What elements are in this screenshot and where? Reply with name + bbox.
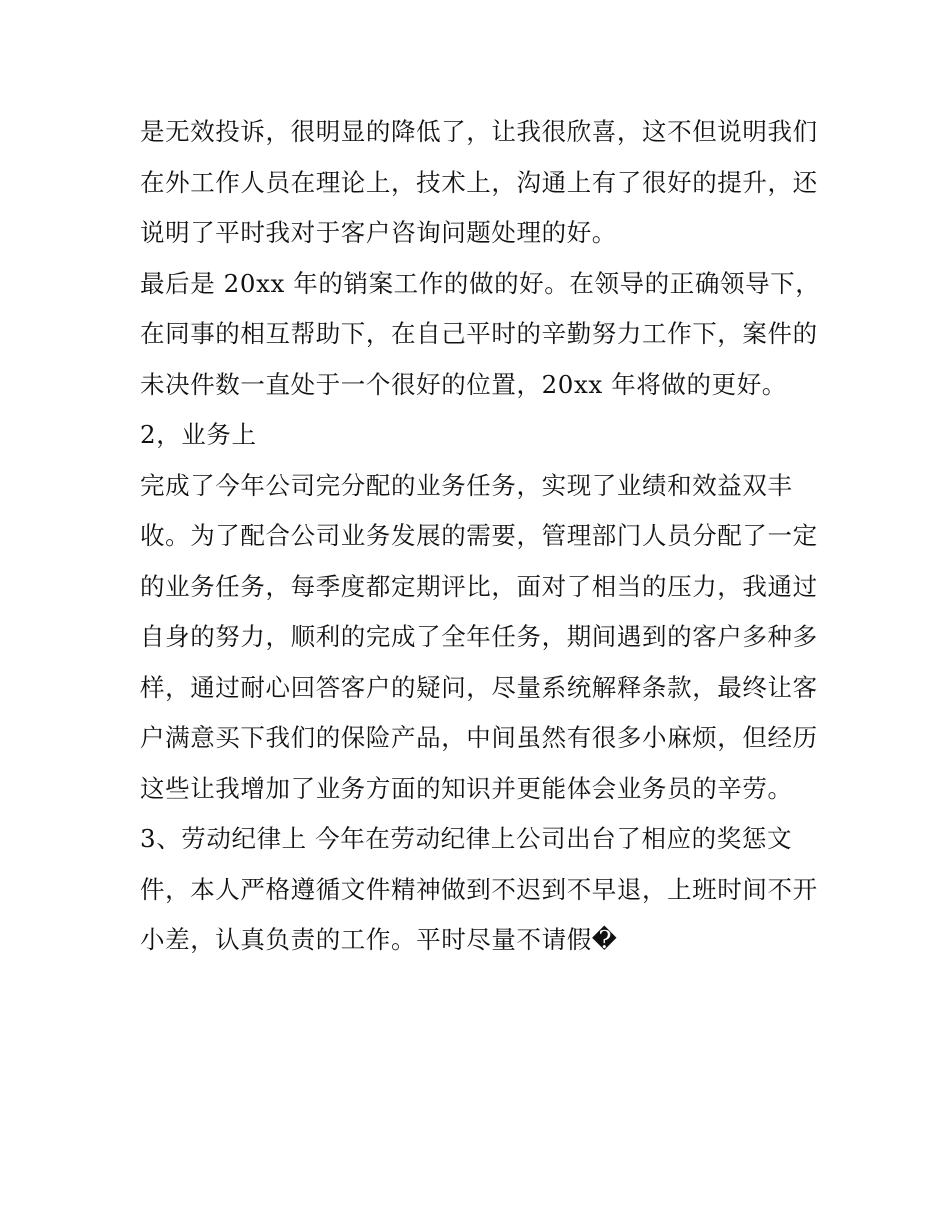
text-line: 完成了今年公司完分配的业务任务，实现了业绩和效益双丰 [140,470,793,500]
text-line: 样，通过耐心回答客户的疑问，尽量系统解释条款，最终让客 [140,672,818,702]
text-line: 小差，认真负责的工作。平时尽量不请假� [140,925,618,954]
text-line: 自身的努力，顺利的完成了全年任务，期间遇到的客户多种多 [140,622,818,651]
text-line: 在同事的相互帮助下，在自己平时的辛勤努力工作下，案件的 [140,319,818,348]
section-heading: 3、劳动纪律上 今年在劳动纪律上公司出台了相应的奖惩文 [140,824,793,853]
text-line: 最后是 20xx 年的销案工作的做的好。在领导的正确领导下， [140,268,821,298]
text-line: 在外工作人员在理论上，技术上，沟通上有了很好的提升，还 [140,167,818,197]
text-line: 是无效投诉，很明显的降低了，让我很欣喜，这不但说明我们 [140,117,818,146]
section-heading: 2，业务上 [140,420,257,449]
text-line: 这些让我增加了业务方面的知识并更能体会业务员的辛劳。 [140,773,793,803]
text-line: 户满意买下我们的保险产品，中间虽然有很多小麻烦，但经历 [140,723,818,752]
text-line: 件，本人严格遵循文件精神做到不迟到不早退，上班时间不开 [140,874,818,904]
text-line: 收。为了配合公司业务发展的需要，管理部门人员分配了一定 [140,521,818,550]
text-line: 说明了平时我对于客户咨询问题处理的好。 [140,218,617,247]
document-body [140,107,820,966]
text-line: 未决件数一直处于一个很好的位置，20xx 年将做的更好。 [140,369,787,399]
text-line: 的业务任务，每季度都定期评比，面对了相当的压力，我通过 [140,571,818,601]
